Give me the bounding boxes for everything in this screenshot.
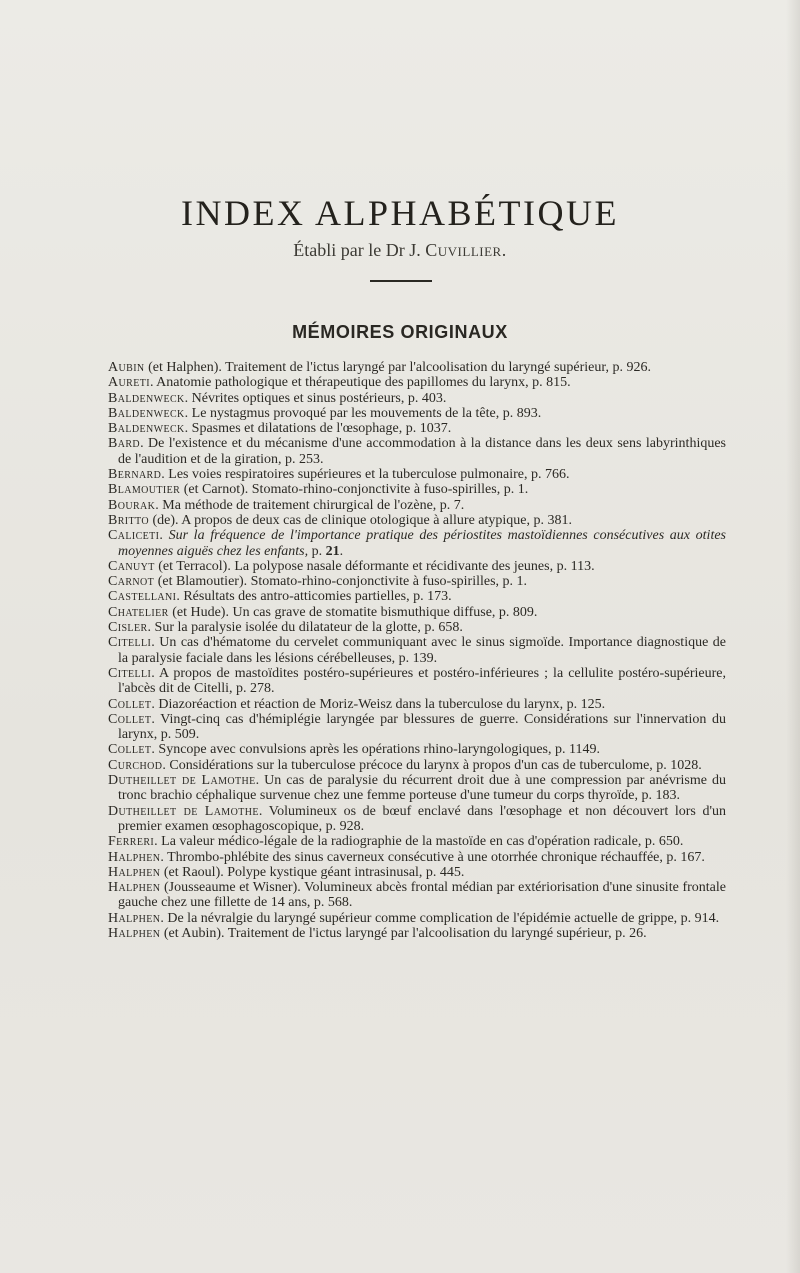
index-entry	[108, 513, 726, 528]
entry-author: Chatelier	[108, 604, 169, 620]
entry-title: . Sur la paralysie isolée du dilatateur de la glotte, p. 658.	[147, 620, 463, 636]
entry-title: . Les voies respiratoires supérieures et la tuberculose pulmonaire, p. 766.	[161, 467, 570, 483]
entry-title: . Considérations sur la tuberculose précoce du larynx à propos d'un cas de tuberculome, p. 1028.	[162, 757, 702, 773]
entry-title: (et Terracol). La polypose nasale déformante et récidivante des jeunes, p. 113.	[154, 558, 595, 574]
entry-author: Carnot	[108, 574, 155, 590]
entry-title-italic: Sur la fréquence de l'importance pratique des périostites mastoïdiennes consécutives aux otites moyennes aiguës chez les enfants,	[118, 528, 726, 559]
entry-author: Collet	[108, 711, 152, 727]
entry-title: (et Aubin). Traitement de l'ictus laryngé par l'alcoolisation du laryngé supérieur, p. 26.	[160, 925, 647, 941]
entry-author: Aureti	[108, 375, 150, 391]
entry-author: Bourak	[108, 497, 156, 513]
index-entry	[108, 467, 726, 482]
index-entry	[108, 926, 726, 941]
section-heading: MÉMOIRES ORIGINAUX	[292, 322, 508, 342]
index-entry	[108, 482, 726, 497]
entry-author: Baldenweck	[108, 390, 185, 406]
entry-title: . Névrites optiques et sinus postérieurs, p. 403.	[184, 390, 447, 406]
index-entry	[108, 436, 726, 467]
entry-title: . Le nystagmus provoqué par les mouvements de la tête, p. 893.	[184, 405, 542, 421]
index-entry	[108, 773, 726, 804]
index-entry	[108, 911, 726, 926]
entry-title: . De la névralgie du laryngé supérieur comme complication de l'épidémie actuelle de grippe, p. 914.	[160, 910, 720, 926]
entry-author: Bard	[108, 436, 141, 452]
entry-title: . Diazoréaction et réaction de Moriz-Weisz dans la tuberculose du larynx, p. 125.	[151, 696, 606, 712]
index-entry	[108, 528, 726, 559]
entry-end: .	[339, 543, 344, 559]
entry-author: Castellani	[108, 589, 177, 605]
entry-title: (Jousseaume et Wisner). Volumineux abcès frontal médian par extériorisation d'une sinusite frontale gauche chez une fillette de 14 ans, p. 568.	[118, 880, 726, 911]
index-entry	[108, 742, 726, 757]
index-entry	[108, 850, 726, 865]
entry-title: . Un cas de paralysie du récurrent droit due à une compression par anévrisme du tronc brachio céphalique survenue chez une femme porteuse d'une tumeur du corps thyroïde, p. 183.	[118, 773, 726, 804]
index-entry	[108, 421, 726, 436]
entry-author: Caliceti	[108, 528, 160, 544]
index-entry	[108, 605, 726, 620]
entry-title: (et Raoul). Polype kystique géant intrasinusal, p. 445.	[160, 864, 465, 880]
index-entry	[108, 406, 726, 421]
entry-author: Baldenweck	[108, 421, 185, 437]
page-edge-shadow	[786, 0, 800, 1273]
entry-author: Halphen	[108, 925, 161, 941]
entry-title: (et Blamoutier). Stomato-rhino-conjonctivite à fuso-spirilles, p. 1.	[154, 574, 528, 590]
entry-author: Bernard	[108, 467, 162, 483]
index-entry	[108, 589, 726, 604]
entry-title: . La valeur médico-légale de la radiographie de la mastoïde en cas d'opération radicale, p. 650.	[154, 834, 684, 850]
index-entry	[108, 697, 726, 712]
index-entry	[108, 391, 726, 406]
entry-author: Citelli	[108, 635, 152, 651]
subtitle-prefix: Établi par le Dr J.	[293, 240, 421, 260]
entry-title: . Anatomie pathologique et thérapeutique des papillomes du larynx, p. 815.	[149, 375, 571, 391]
index-entry	[108, 834, 726, 849]
entry-author: Dutheillet de Lamothe	[108, 803, 259, 819]
entry-author: Cisler	[108, 620, 148, 636]
entry-title: . Vingt-cinq cas d'hémiplégie laryngée par blessures de guerre. Considérations sur l'innervation du larynx, p. 509.	[118, 711, 726, 743]
index-entry	[108, 804, 726, 835]
index-entry	[108, 498, 726, 513]
title-divider	[370, 280, 432, 282]
entry-title: . Spasmes et dilatations de l'œsophage, p. 1037.	[184, 421, 452, 437]
entry-title: . Volumineux os de bœuf enclavé dans l'œsophage et non découvert lors d'un premier examen œsophagoscopique, p. 928.	[118, 803, 727, 834]
index-entry	[108, 666, 726, 697]
entry-title: (de). A propos de deux cas de clinique otologique à allure atypique, p. 381.	[149, 512, 573, 528]
entry-author: Curchod	[108, 757, 163, 773]
index-subtitle	[0, 240, 800, 261]
index-entry	[108, 574, 726, 589]
entry-title: . Un cas d'hématome du cervelet communiquant avec le sinus sigmoïde. Importance diagnostique de la paralysie faciale dans les lésions cérébelleuses, p. 139.	[118, 635, 726, 666]
entry-title: (et Hude). Un cas grave de stomatite bismuthique diffuse, p. 809.	[168, 604, 538, 620]
entry-title: . De l'existence et du mécanisme d'une accommodation à la distance dans les deux sens labyrinthiques de l'audition et de la giration, p. 253.	[118, 436, 726, 467]
index-entry	[108, 559, 726, 574]
entry-author: Citelli	[108, 665, 152, 681]
entry-author: Halphen	[108, 880, 161, 896]
entry-title: . Résultats des antro-atticomies partielles, p. 173.	[176, 589, 452, 605]
entry-author: Collet	[108, 742, 152, 758]
entry-author: Halphen	[108, 864, 161, 880]
entry-title: . Thrombo-phlébite des sinus caverneux consécutive à une otorrhée chronique réchauffée, p. 167.	[160, 849, 705, 865]
index-title: INDEX ALPHABÉTIQUE	[181, 193, 619, 233]
entry-author: Halphen	[108, 910, 161, 926]
entry-author: Britto	[108, 512, 149, 528]
entry-author: Ferreri	[108, 834, 155, 850]
entry-title: . A propos de mastoïdites postéro-supérieures et postéro-inférieures ; la cellulite postéro-supérieure, l'abcès dit de Citelli, p. 278.	[118, 665, 726, 697]
index-entry	[108, 620, 726, 635]
entry-author: Baldenweck	[108, 405, 185, 421]
entry-title: . Syncope avec convulsions après les opérations rhino-laryngologiques, p. 1149.	[151, 742, 600, 758]
entry-author: Blamoutier	[108, 482, 181, 498]
index-entry	[108, 360, 726, 375]
subtitle-author: Cuvillier.	[425, 240, 507, 260]
index-entries-list	[108, 360, 726, 941]
entry-author: Dutheillet de Lamothe	[108, 773, 256, 789]
index-entry	[108, 712, 726, 743]
entry-author: Collet	[108, 696, 152, 712]
index-entry	[108, 880, 726, 911]
entry-title: .	[159, 528, 169, 544]
entry-title: (et Halphen). Traitement de l'ictus laryngé par l'alcoolisation du laryngé supérieur, p. 926.	[144, 360, 651, 375]
index-entry	[108, 758, 726, 773]
entry-author: Halphen	[108, 849, 161, 865]
entry-title: . Ma méthode de traitement chirurgical de l'ozène, p. 7.	[155, 497, 465, 513]
entry-author: Canuyt	[108, 558, 155, 574]
index-entry	[108, 375, 726, 390]
entry-author: Aubin	[108, 360, 145, 375]
index-entry	[108, 635, 726, 666]
entry-page-prefix: p.	[308, 543, 326, 559]
index-entry	[108, 865, 726, 880]
entry-title: (et Carnot). Stomato-rhino-conjonctivite à fuso-spirilles, p. 1.	[180, 482, 529, 498]
entry-page-number: 21	[325, 543, 340, 559]
